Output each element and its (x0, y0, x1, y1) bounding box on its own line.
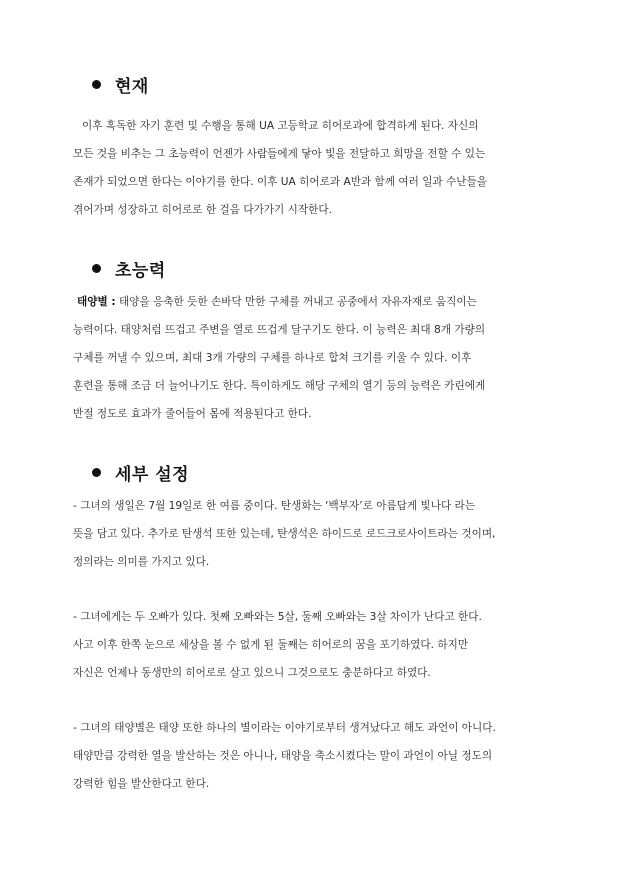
paragraph-line: 구체를 꺼낼 수 있으며, 최대 3개 가량의 구체를 하나로 합쳐 크기를 키울 수 있다. 이후 (73, 352, 472, 364)
paragraph-line: 모든 것을 비추는 그 초능력이 언젠가 사람들에게 닿아 빛을 전달하고 희망을 전할 수 있는 (73, 148, 486, 160)
section-heading-details (92, 460, 189, 484)
paragraph-line: 훈련을 통해 조금 더 늘어나기도 한다. 특이하게도 해당 구체의 열기 등의 능력은 카린에게 (73, 380, 486, 392)
paragraph-line: 뜻을 담고 있다. 추가로 탄생석 또한 있는데, 탄생석은 하이드로 로드크로사이트라는 것이며, (73, 528, 496, 540)
paragraph-line: - 그녀의 태양별은 태양 또한 하나의 별이라는 이야기로부터 생겨났다고 해도 과언이 아니다. (73, 722, 496, 734)
paragraph-line: 존재가 되었으면 한다는 이야기를 한다. 이후 UA 히어로과 A반과 함께 여러 일과 수난들을 (73, 176, 487, 188)
bullet-icon (92, 468, 101, 477)
paragraph-line: 자신은 언제나 동생만의 히어로로 살고 있으니 그것으로도 충분하다고 하였다. (73, 667, 431, 679)
paragraph-line: 반절 정도로 효과가 줄어들어 몸에 적용된다고 한다. (73, 408, 312, 420)
section-title: 세부 설정 (115, 464, 190, 485)
paragraph-line: 겪어가며 성장하고 히어로로 한 걸음 다가가기 시작한다. (73, 204, 332, 216)
paragraph-line: 태양만큼 강력한 열을 발산하는 것은 아니나, 태양을 축소시켰다는 말이 과언이 아닐 정도의 (73, 750, 493, 762)
power-name: 태양별 : (77, 296, 116, 308)
paragraph-line: 강력한 힘을 발산한다고 한다. (73, 778, 210, 790)
power-description: 태양을 응축한 듯한 손바닥 만한 구체를 꺼내고 공중에서 자유자재로 움직이는 (119, 296, 477, 308)
paragraph-line: - 그녀의 생일은 7월 19일로 한 여름 중이다. 탄생화는 ‘백부자’로 아름답게 빛나다 라는 (73, 500, 476, 512)
paragraph-line: 사고 이후 한쪽 눈으로 세상을 볼 수 없게 된 둘째는 히어로의 꿈을 포기하였다. 하지만 (73, 639, 469, 651)
paragraph-line: 이후 혹독한 자기 훈련 및 수행을 통해 UA 고등학교 히어로과에 합격하게 된다. 자신의 (82, 120, 479, 132)
paragraph-line: 능력이다. 태양처럼 뜨겁고 주변을 열로 뜨겁게 달구기도 한다. 이 능력은 최대 8개 가량의 (73, 324, 486, 336)
section-heading-current (92, 72, 149, 96)
section-title: 초능력 (115, 260, 166, 281)
paragraph-line: 정의라는 의미를 가지고 있다. (73, 556, 210, 568)
bullet-icon (92, 264, 101, 273)
section-heading-power (92, 256, 166, 280)
paragraph-line (77, 295, 477, 309)
paragraph-line: - 그녀에게는 두 오빠가 있다. 첫째 오빠와는 5살, 둘째 오빠와는 3살 차이가 난다고 한다. (73, 611, 482, 623)
bullet-icon (92, 80, 101, 89)
section-title: 현재 (115, 76, 149, 97)
